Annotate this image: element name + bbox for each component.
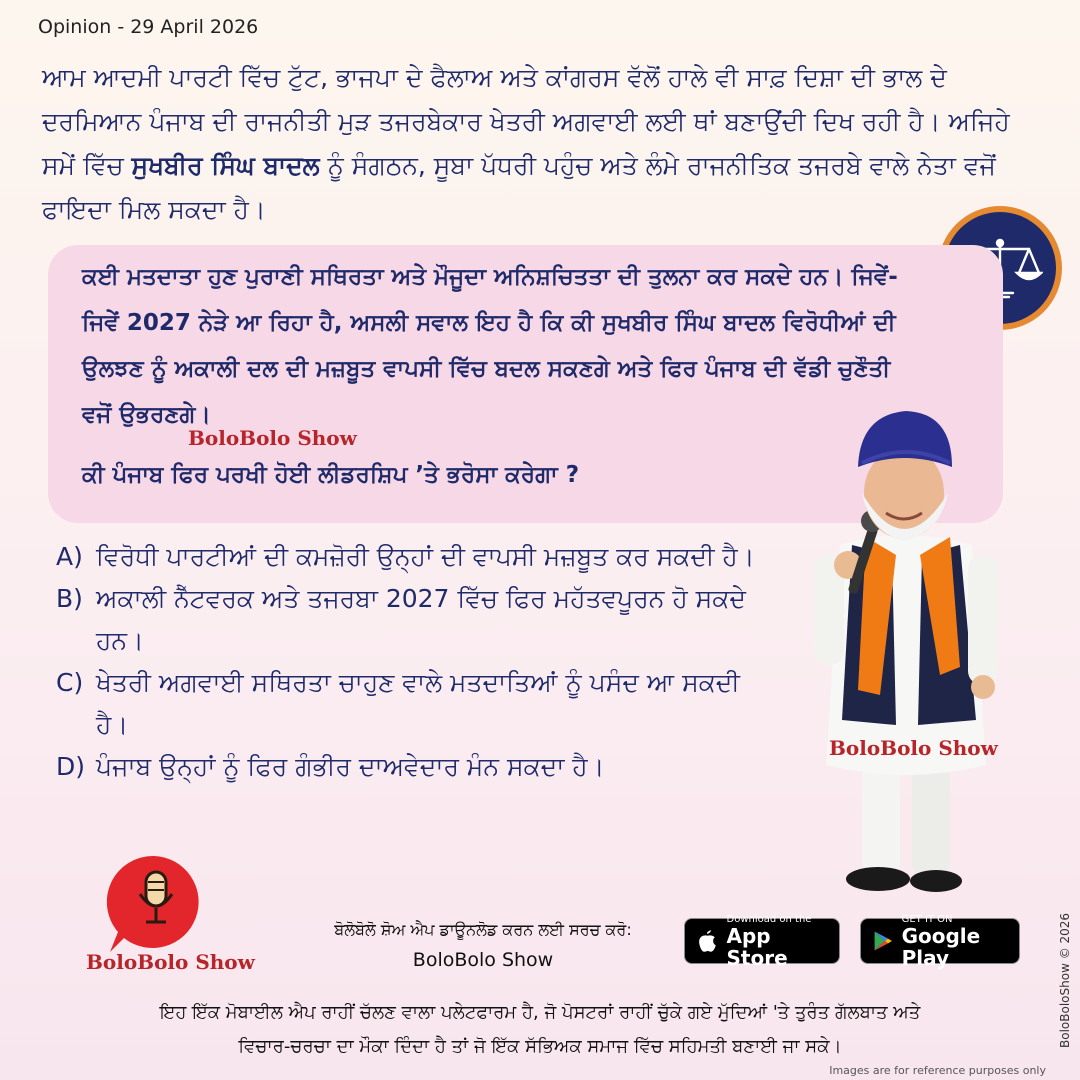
option-text: ਵਿਰੋਧੀ ਪਾਰਟੀਆਂ ਦੀ ਕਮਜ਼ੋਰੀ ਉਨ੍ਹਾਂ ਦੀ ਵਾਪਸੀ ਮਜ਼ਬੂਤ ਕਰ ਸਕਦੀ ਹੈ।	[96, 542, 755, 571]
reference-note: Images are for reference purposes only	[829, 1064, 1046, 1077]
highlighted-name: ਸੁਖਬੀਰ ਸਿੰਘ ਬਾਦਲ	[131, 151, 320, 180]
option-text: ਅਕਾਲੀ ਨੈੱਟਵਰਕ ਅਤੇ ਤਜਰਬਾ 2027 ਵਿੱਚ ਫਿਰ ਮਹੱਤਵਪੂਰਨ ਹੋ ਸਕਦੇ ਹਨ।	[96, 584, 746, 655]
app-name: BoloBolo Show	[412, 949, 554, 971]
apple-icon	[697, 927, 719, 955]
poll-question: ਕੀ ਪੰਜਾਬ ਫਿਰ ਪਰਖੀ ਹੋਈ ਲੀਡਰਸ਼ਿਪ ’ਤੇ ਭਰੋਸਾ ਕਰੇਗਾ ?	[82, 462, 580, 488]
option-d[interactable]	[56, 746, 756, 788]
post-date: Opinion - 29 April 2026	[38, 16, 259, 38]
option-key: D)	[56, 752, 86, 781]
card-watermark: BoloBolo Show	[188, 426, 357, 450]
figure-watermark: BoloBolo Show	[829, 736, 998, 760]
option-key: C)	[56, 668, 84, 697]
app-store-button[interactable]: Download on the App Store	[684, 918, 840, 964]
option-text: ਪੰਜਾਬ ਉਨ੍ਹਾਂ ਨੂੰ ਫਿਰ ਗੰਭੀਰ ਦਾਅਵੇਦਾਰ ਮੰਨ ਸਕਦਾ ਹੈ।	[96, 752, 605, 781]
side-copyright: BoloBoloShow © 2026	[1058, 912, 1072, 1048]
option-a[interactable]	[56, 536, 756, 578]
option-c[interactable]	[56, 662, 756, 746]
option-key: B)	[56, 584, 83, 613]
intro-paragraph: ਆਮ ਆਦਮੀ ਪਾਰਟੀ ਵਿੱਚ ਟੁੱਟ, ਭਾਜਪਾ ਦੇ ਫੈਲਾਅ ਅਤੇ ਕਾਂਗਰਸ ਵੱਲੋਂ ਹਾਲੇ ਵੀ ਸਾਫ਼ ਦਿਸ਼ਾ ਦੀ ਭਾਲ ਦੇ ਦਰਮਿਆਨ ਪੰਜਾਬ ਦੀ ਰਾਜਨੀਤੀ ਮੁੜ ਤਜਰਬੇਕਾਰ ਖੇਤਰੀ ਅਗਵਾਈ ਲਈ ਥਾਂ ਬਣਾਉਂਦੀ ਦਿਖ ਰਹੀ ਹੈ। ਅਜਿਹੇ ਸਮੇਂ ਵਿੱਚ ਸੁਖਬੀਰ ਸਿੰਘ ਬਾਦਲ ਨੂੰ ਸੰਗਠਨ, ਸੂਬਾ ਪੱਧਰੀ ਪਹੁੰਚ ਅਤੇ ਲੰਮੇ ਰਾਜਨੀਤਿਕ ਤਜਰਬੇ ਵਾਲੇ ਨੇਤਾ ਵਜੋਂ ਫਾਇਦਾ ਮਿਲ ਸਕਦਾ ਹੈ।	[42, 63, 1010, 224]
card-text: ਕਈ ਮਤਦਾਤਾ ਹੁਣ ਪੁਰਾਣੀ ਸਥਿਰਤਾ ਅਤੇ ਮੌਜੂਦਾ ਅਨਿਸ਼ਚਿਤਤਾ ਦੀ ਤੁਲਨਾ ਕਰ ਸਕਦੇ ਹਨ। ਜਿਵੇਂ-ਜਿਵੇਂ 2027 ਨੇੜੇ ਆ ਰਿਹਾ ਹੈ, ਅਸਲੀ ਸਵਾਲ ਇਹ ਹੈ ਕਿ ਕੀ ਸੁਖਬੀਰ ਸਿੰਘ ਬਾਦਲ ਵਿਰੋਧੀਆਂ ਦੀ ਉਲਝਣ ਨੂੰ ਅਕਾਲੀ ਦਲ ਦੀ ਮਜ਼ਬੂਤ ਵਾਪਸੀ ਵਿੱਚ ਬਦਲ ਸਕਣਗੇ ਅਤੇ ਫਿਰ ਪੰਜਾਬ ਦੀ ਵੱਡੀ ਚੁਣੌਤੀ ਵਜੋਂ ਉਭਰਣਗੇ।	[82, 264, 898, 428]
google-play-icon	[873, 927, 894, 955]
leader-illustration	[800, 405, 1010, 905]
option-b[interactable]	[56, 578, 756, 662]
download-prompt: ਬੋਲੋਬੋਲੋ ਸ਼ੋਅ ਐਪ ਡਾਊਨਲੋਡ ਕਰਨ ਲਈ ਸਰਚ ਕਰੋ: BoloBolo Show	[298, 918, 668, 972]
option-key: A)	[56, 542, 83, 571]
footer-text: ਇਹ ਇੱਕ ਮੋਬਾਈਲ ਐਪ ਰਾਹੀਂ ਚੱਲਣ ਵਾਲਾ ਪਲੇਟਫਾਰਮ ਹੈ, ਜੋ ਪੋਸਟਰਾਂ ਰਾਹੀਂ ਚੁੱਕੇ ਗਏ ਮੁੱਦਿਆਂ 'ਤੇ ਤੁਰੰਤ ਗੱਲਬਾਤ ਅਤੇ ਵਿਚਾਰ-ਚਰਚਾ ਦਾ ਮੌਕਾ ਦਿੰਦਾ ਹੈ ਤਾਂ ਜੋ ਇੱਕ ਸੱਭਿਅਕ ਸਮਾਜ ਵਿੱਚ ਸਹਿਮਤੀ ਬਣਾਈ ਜਾ ਸਕੇ।	[159, 1002, 921, 1057]
poll-options	[56, 536, 756, 788]
option-text: ਖੇਤਰੀ ਅਗਵਾਈ ਸਥਿਰਤਾ ਚਾਹੁਣ ਵਾਲੇ ਮਤਦਾਤਿਆਂ ਨੂੰ ਪਸੰਦ ਆ ਸਕਦੀ ਹੈ।	[96, 668, 740, 739]
logo-caption: BoloBolo Show	[86, 950, 255, 974]
google-play-button[interactable]: GET IT ON Google Play	[860, 918, 1020, 964]
